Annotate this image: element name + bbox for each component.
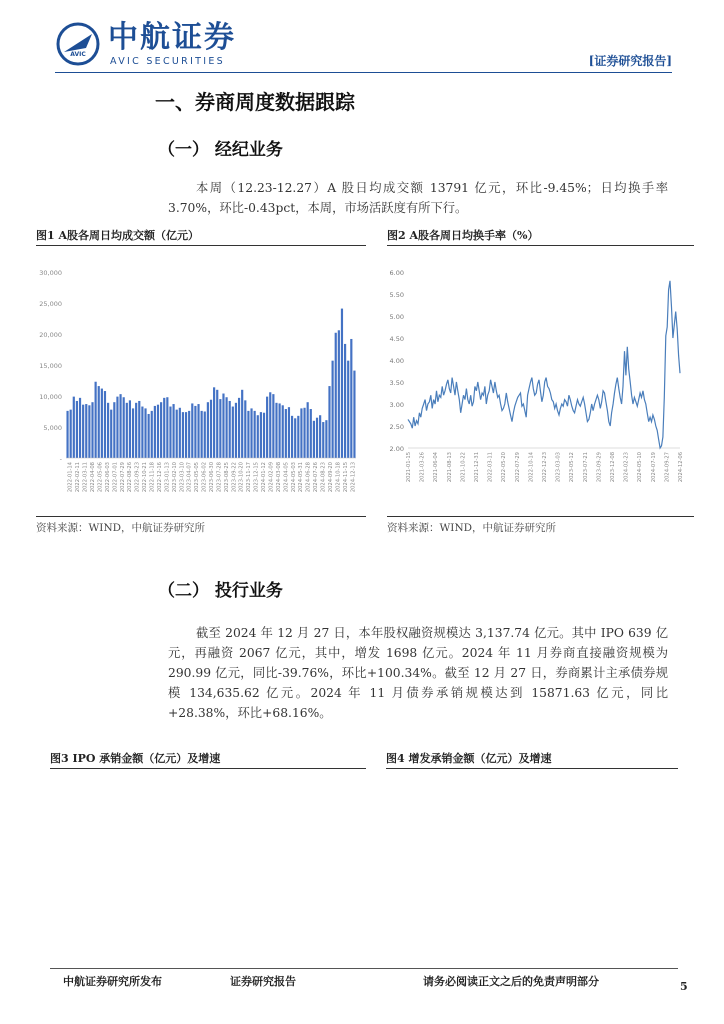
bar-mark [235,403,237,458]
x-tick-label: 2023-03-03 [555,452,562,483]
figure4-caption: 图4 增发承销金额（亿元）及增速 [386,752,552,765]
bar-mark [148,414,150,458]
figure1-bottom-rule [36,516,366,517]
bar-mark [197,404,199,458]
bar-mark [210,400,212,458]
bar-mark [254,411,256,458]
bar-mark [247,411,249,458]
y-tick-label: 4.50 [389,335,404,343]
x-tick-label: 2021-01-15 [406,452,412,483]
bar-mark [116,397,118,458]
bar-mark [213,387,215,458]
avic-logo-icon [56,22,100,66]
bar-mark [119,394,121,458]
bar-mark [322,422,324,458]
x-tick-label: 2021-06-04 [433,452,440,483]
x-tick-label: 2022-12-23 [542,452,548,483]
x-tick-label: 2022-07-01 [112,462,119,493]
bar-mark [104,391,106,458]
footer-report-type: 证券研究报告 [230,975,296,988]
bar-mark [279,403,281,458]
figure2-line-chart [380,262,696,502]
bar-mark [182,412,184,458]
x-tick-label: 2023-04-07 [186,462,193,493]
y-tick-label: 2.50 [389,423,404,431]
investment-banking-paragraph: 截至 2024 年 12 月 27 日，本年股权融资规模达 3,137.74 亿元。其中 IPO 639 亿元，再融资 2067 亿元，其中，增发 1698 亿元。2024 年 11 月券商直接融资规模为 290.99 亿元，同比-39.76%，环比+100.34%。截至 12 月 27 日，券商累计主承债券规模 134,635.62 亿元。2024 年 11 月债券承销规模达到 15871.63 亿元，同比+28.38%，环比+68.16%。 [168,626,668,720]
bar-mark [95,382,97,458]
footer-disclaimer: 请务必阅读正文之后的免责声明部分 [423,975,599,988]
bar-mark [82,405,84,458]
y-tick-label: 30,000 [39,269,62,277]
x-tick-label: 2023-06-02 [201,462,208,493]
bar-mark [166,397,168,458]
x-tick-label: 2024-08-23 [320,462,327,493]
header-divider [55,72,672,73]
x-tick-label: 2022-05-20 [501,452,508,483]
figure1-top-rule [36,245,366,246]
x-tick-label: 2024-02-23 [623,452,630,483]
bar-mark [300,408,302,458]
y-tick-label: 6.00 [389,269,404,277]
y-tick-label: 5.00 [389,313,404,321]
bar-mark [88,405,90,458]
x-tick-label: 2022-04-08 [90,462,97,493]
x-tick-label: 2023-03-10 [179,462,186,493]
bar-mark [141,407,143,458]
bar-mark [107,403,109,458]
bar-mark [263,413,265,458]
y-tick-label: 15,000 [39,362,62,370]
x-tick-label: 2024-09-20 [327,462,334,493]
logo-english-name: AVIC SECURITIES [110,56,226,67]
bar-mark [291,416,293,458]
x-tick-label: 2023-01-13 [164,462,171,493]
figure2-caption: 图2 A股各周日均换手率（%） [387,229,539,242]
figure3-caption: 图3 IPO 承销金额（亿元）及增速 [50,752,221,765]
x-tick-label: 2023-09-29 [596,452,603,483]
bar-mark [260,412,262,458]
bar-mark [310,409,312,458]
x-tick-label: 2024-12-06 [678,452,684,483]
bar-mark [238,398,240,458]
bar-mark [191,403,193,458]
bar-mark [85,404,87,458]
bar-mark [138,401,140,458]
bar-mark [250,408,252,458]
x-tick-label: 2024-03-08 [275,462,282,493]
x-tick-label: 2021-12-31 [474,452,480,483]
subsection-investment-banking-title: （二） 投行业务 [158,581,283,601]
turnover-series-line [408,281,680,448]
bar-mark [313,421,315,458]
figure4-top-rule [386,768,678,769]
figure2-top-rule [387,245,694,246]
bar-mark [157,405,159,458]
bar-mark [151,411,153,458]
x-tick-label: 2024-07-26 [313,462,320,493]
bar-mark [132,408,134,458]
bar-mark [185,412,187,458]
figure1-bar-chart [30,258,366,503]
x-tick-label: 2023-05-12 [569,452,576,483]
x-tick-label: 2022-09-23 [134,462,141,493]
x-tick-label: 2024-05-03 [290,462,297,493]
bar-mark [275,403,277,458]
x-tick-label: 2024-11-15 [342,462,349,493]
bar-mark [226,397,228,458]
x-tick-label: 2024-05-10 [637,452,644,483]
bar-mark [328,386,330,458]
x-tick-label: 2022-11-18 [149,462,156,493]
bar-mark [244,400,246,458]
bar-mark [135,403,137,458]
x-tick-label: 2024-02-09 [268,462,275,493]
bar-mark [79,398,81,458]
x-tick-label: 2024-09-27 [664,452,671,483]
footer-divider [50,968,678,969]
x-tick-label: 2021-10-22 [460,452,467,483]
bar-mark [70,410,72,458]
x-tick-label: 2022-12-16 [156,462,163,493]
bar-mark [266,397,268,458]
bar-mark [123,397,125,458]
bar-mark [144,408,146,458]
x-tick-label: 2024-10-18 [335,462,342,493]
bar-mark [73,397,75,458]
x-tick-label: 2022-07-29 [514,452,521,483]
figure2-source: 资料来源：WIND，中航证券研究所 [387,522,557,534]
bar-mark [160,402,162,458]
bar-mark [341,309,343,458]
x-tick-label: 2022-02-11 [75,462,82,493]
bar-mark [332,361,334,458]
bar-mark [269,392,271,458]
bar-mark [335,333,337,458]
bar-mark [344,344,346,458]
logo-chinese-name: 中航证券 [108,20,236,55]
bar-mark [222,394,224,458]
bar-mark [241,390,243,458]
bar-mark [126,403,128,458]
x-tick-label: 2024-07-19 [650,452,657,483]
bar-mark [319,415,321,458]
bar-mark [169,407,171,458]
brokerage-paragraph: 本周（12.23-12.27）A 股日均成交额 13791 亿元，环比-9.45%；日均换手率 3.70%，环比-0.43pct，本周，市场活跃度有所下行。 [168,181,668,215]
y-tick-label: 25,000 [39,300,62,308]
x-tick-label: 2023-10-20 [238,462,245,493]
bar-mark [176,410,178,458]
bar-mark [101,389,103,458]
x-tick-label: 2024-01-12 [261,462,268,493]
bar-mark [257,415,259,458]
bar-mark [163,398,165,458]
figure3-top-rule [50,768,366,769]
bar-mark [91,402,93,458]
bar-mark [207,402,209,458]
x-tick-label: 2022-07-29 [119,462,126,493]
bar-mark [204,412,206,459]
x-tick-label: 2023-12-08 [610,452,616,483]
y-tick-label: 2.00 [389,445,404,453]
bar-mark [216,390,218,458]
bar-mark [194,406,196,458]
x-tick-label: 2024-06-28 [305,462,312,493]
bar-mark [201,411,203,458]
bar-mark [294,418,296,458]
figure1-source: 资料来源：WIND，中航证券研究所 [36,522,206,534]
x-tick-label: 2023-07-21 [582,452,589,483]
x-tick-label: 2022-08-26 [127,462,134,493]
bar-mark [282,405,284,458]
page-number: 5 [680,980,688,993]
x-tick-label: 2023-09-22 [231,462,238,493]
bar-mark [172,404,174,458]
bar-mark [179,408,181,458]
bar-mark [66,411,68,458]
x-tick-label: 2024-12-13 [350,462,357,493]
x-tick-label: 2023-12-15 [253,462,260,493]
bar-mark [219,399,221,458]
x-tick-label: 2022-10-14 [528,452,535,483]
x-tick-label: 2021-08-13 [446,452,453,483]
x-tick-label: 2023-02-10 [171,462,178,493]
y-tick-label: 3.00 [389,401,404,409]
figure2-bottom-rule [387,516,694,517]
x-tick-label: 2022-10-21 [142,462,149,493]
x-tick-label: 2022-01-14 [67,462,74,493]
x-tick-label: 2023-07-28 [216,462,223,493]
x-tick-label: 2023-08-25 [223,462,230,493]
y-tick-label: 5,000 [43,424,62,432]
bar-mark [338,330,340,458]
section-title: 一、券商周度数据跟踪 [155,90,355,114]
bar-mark [353,371,355,458]
y-tick-label: 10,000 [39,393,62,401]
bar-mark [154,406,156,458]
bar-mark [113,402,115,458]
x-tick-label: 2023-11-17 [246,462,253,493]
x-tick-label: 2022-06-03 [104,462,111,493]
subsection-brokerage-title: （一） 经纪业务 [158,140,283,160]
bar-mark [307,402,309,458]
logo-mark-text: AVIC [70,51,86,58]
bar-mark [325,420,327,458]
bar-mark [98,386,100,458]
y-tick-label: - [59,455,62,463]
bar-mark [288,407,290,458]
bar-mark [347,361,349,458]
y-tick-label: 3.50 [389,379,404,387]
x-tick-label: 2024-05-31 [298,462,305,493]
bar-mark [316,418,318,458]
bar-mark [188,411,190,458]
bar-mark [350,339,352,458]
bar-mark [110,410,112,458]
x-tick-label: 2021-03-26 [419,452,426,483]
bar-mark [129,400,131,458]
y-tick-label: 4.00 [389,357,404,365]
bar-mark [232,407,234,458]
y-tick-label: 20,000 [39,331,62,339]
footer-publisher: 中航证券研究所发布 [63,975,162,988]
x-tick-label: 2022-03-11 [82,462,89,493]
bar-mark [76,401,78,458]
report-type-tag: [证券研究报告] [588,54,672,68]
bar-mark [272,394,274,458]
x-tick-label: 2024-04-05 [283,462,290,493]
bar-mark [297,416,299,458]
bar-mark [285,409,287,458]
x-tick-label: 2023-06-30 [209,462,215,493]
x-tick-label: 2022-05-06 [97,462,104,493]
x-tick-label: 2022-03-11 [487,452,494,483]
y-tick-label: 5.50 [389,291,404,299]
bar-mark [303,408,305,458]
x-tick-label: 2023-05-05 [194,462,201,493]
figure1-caption: 图1 A股各周日均成交额（亿元） [36,229,200,242]
bar-mark [229,401,231,458]
